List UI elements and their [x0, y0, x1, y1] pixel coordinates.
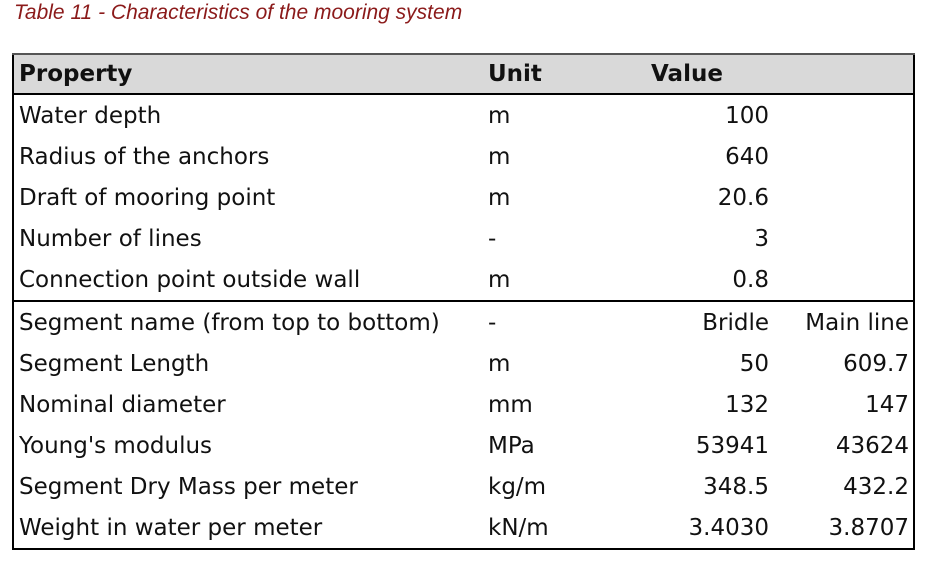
- unit-cell: m: [488, 184, 511, 211]
- unit-cell: m: [488, 102, 511, 129]
- table-caption: Table 11 - Characteristics of the mooring system: [14, 1, 463, 24]
- value-cell-2: 147: [865, 391, 909, 418]
- value-cell-2: [778, 177, 914, 218]
- unit-cell: kg/m: [488, 473, 547, 500]
- table-row: [13, 343, 914, 384]
- property-cell: Nominal diameter: [19, 391, 226, 418]
- header-unit: Unit: [488, 54, 608, 94]
- table-row: [13, 425, 914, 466]
- value-cell-2: 609.7: [843, 350, 909, 377]
- table-row: [13, 466, 914, 507]
- property-cell: Water depth: [19, 102, 162, 129]
- table-row: [13, 136, 914, 177]
- property-cell: Connection point outside wall: [19, 266, 361, 293]
- property-cell: Segment name (from top to bottom): [13, 301, 488, 343]
- table-row: [13, 384, 914, 425]
- value-cell: 50: [739, 350, 769, 377]
- value-cell: 20.6: [717, 184, 769, 211]
- value-cell-2: [778, 259, 914, 301]
- property-cell: Young's modulus: [19, 432, 213, 459]
- unit-cell: m: [488, 350, 511, 377]
- property-cell: Weight in water per meter: [19, 514, 323, 541]
- value-cell: 3.4030: [688, 514, 769, 541]
- value-cell-2: [778, 94, 914, 136]
- header-value: Value: [608, 54, 914, 94]
- value-cell: 640: [725, 143, 769, 170]
- unit-cell: MPa: [488, 432, 535, 459]
- table-row: [13, 218, 914, 259]
- unit-cell: m: [488, 266, 511, 293]
- value-cell: 132: [725, 391, 769, 418]
- value-cell: 53941: [695, 432, 769, 459]
- value-cell: 0.8: [732, 266, 769, 293]
- property-cell: Radius of the anchors: [19, 143, 270, 170]
- value-cell: 100: [725, 102, 769, 129]
- unit-cell: kN/m: [488, 514, 549, 541]
- value-cell-2: [778, 218, 914, 259]
- unit-cell: m: [488, 143, 511, 170]
- unit-cell: -: [488, 301, 608, 343]
- property-cell: Segment Length: [19, 350, 210, 377]
- value-cell-2: Main line: [778, 301, 914, 343]
- value-cell-2: [778, 136, 914, 177]
- table-row: [13, 259, 914, 301]
- unit-cell: -: [488, 225, 497, 252]
- mooring-characteristics-table: [12, 53, 915, 550]
- table-row: [13, 177, 914, 218]
- value-cell: 348.5: [703, 473, 769, 500]
- table-row: [13, 301, 914, 343]
- value-cell: 3: [754, 225, 769, 252]
- value-cell-2: 43624: [835, 432, 909, 459]
- value-cell-2: 432.2: [843, 473, 909, 500]
- property-cell: Number of lines: [19, 225, 202, 252]
- property-cell: Segment Dry Mass per meter: [19, 473, 358, 500]
- property-cell: Draft of mooring point: [19, 184, 276, 211]
- table-header-row: [13, 54, 914, 94]
- value-cell-2: 3.8707: [828, 514, 909, 541]
- unit-cell: mm: [488, 391, 533, 418]
- header-property: Property: [13, 54, 488, 94]
- table-row: [13, 507, 914, 549]
- value-cell: Bridle: [608, 301, 778, 343]
- table-row: [13, 94, 914, 136]
